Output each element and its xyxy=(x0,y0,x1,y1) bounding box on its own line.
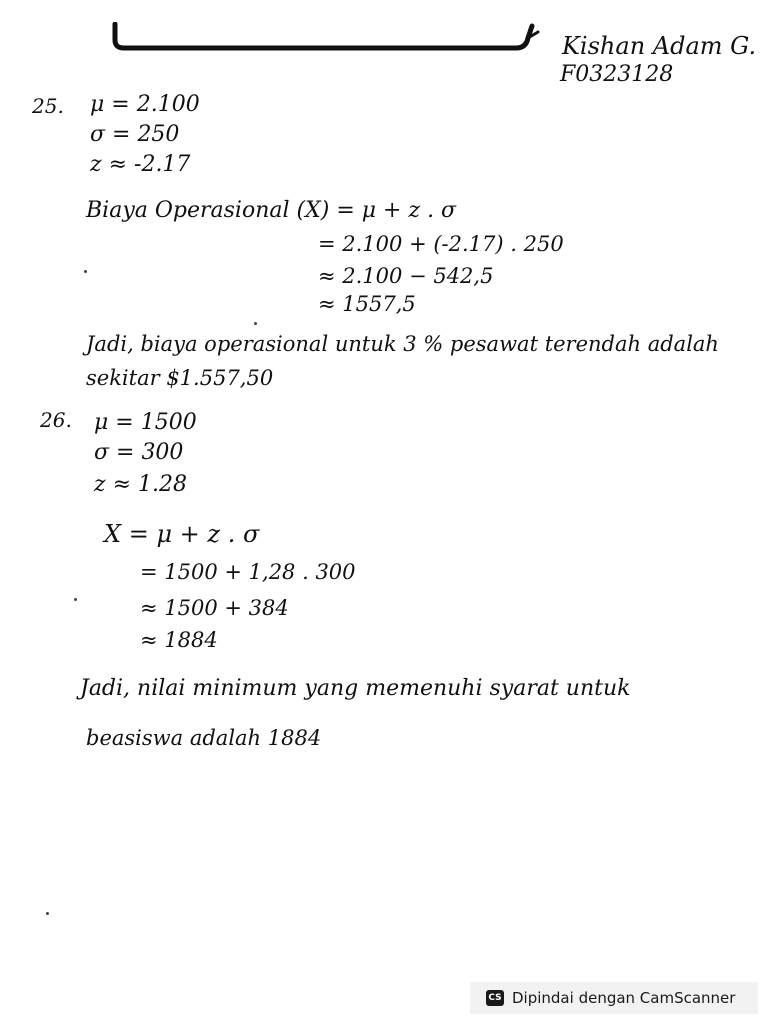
scan-speck xyxy=(46,912,49,915)
problem-26-number: 26. xyxy=(40,408,72,432)
problem-25-formula: Biaya Operasional (X) = μ + z . σ xyxy=(86,198,457,223)
problem-25-sigma: σ = 250 xyxy=(90,122,180,147)
problem-25-step-3: ≈ 1557,5 xyxy=(318,292,416,316)
scan-speck xyxy=(84,270,87,273)
problem-26-sigma: σ = 300 xyxy=(94,440,184,465)
problem-25-mu: μ = 2.100 xyxy=(90,92,200,117)
camscanner-logo-icon: CS xyxy=(486,990,504,1006)
problem-26-step-1: = 1500 + 1,28 . 300 xyxy=(140,560,356,584)
camscanner-text: Dipindai dengan CamScanner xyxy=(512,989,736,1007)
problem-26-step-3: ≈ 1884 xyxy=(140,628,218,652)
scan-speck xyxy=(74,598,77,601)
problem-26-mu: μ = 1500 xyxy=(94,410,197,435)
problem-26-formula: X = μ + z . σ xyxy=(104,520,260,548)
problem-25-z: z ≈ -2.17 xyxy=(90,152,191,177)
problem-26-z: z ≈ 1.28 xyxy=(94,472,187,497)
problem-26-conclusion-line-1: Jadi, nilai minimum yang memenuhi syarat untuk xyxy=(80,676,631,701)
problem-25-conclusion-line-2: sekitar $1.557,50 xyxy=(86,366,274,390)
camscanner-watermark xyxy=(470,982,758,1014)
scan-speck xyxy=(254,322,257,325)
problem-25-number: 25. xyxy=(32,94,64,118)
problem-25-conclusion-line-1: Jadi, biaya operasional untuk 3 % pesawat terendah adalah xyxy=(86,332,719,356)
page-top-bracket-drawing xyxy=(112,22,540,52)
problem-26-conclusion-line-2: beasiswa adalah 1884 xyxy=(86,726,322,750)
student-id: F0323128 xyxy=(560,62,674,87)
student-name: Kishan Adam G. xyxy=(562,32,757,60)
problem-25-step-1: = 2.100 + (-2.17) . 250 xyxy=(318,232,564,256)
problem-26-step-2: ≈ 1500 + 384 xyxy=(140,596,289,620)
problem-25-step-2: ≈ 2.100 − 542,5 xyxy=(318,264,494,288)
